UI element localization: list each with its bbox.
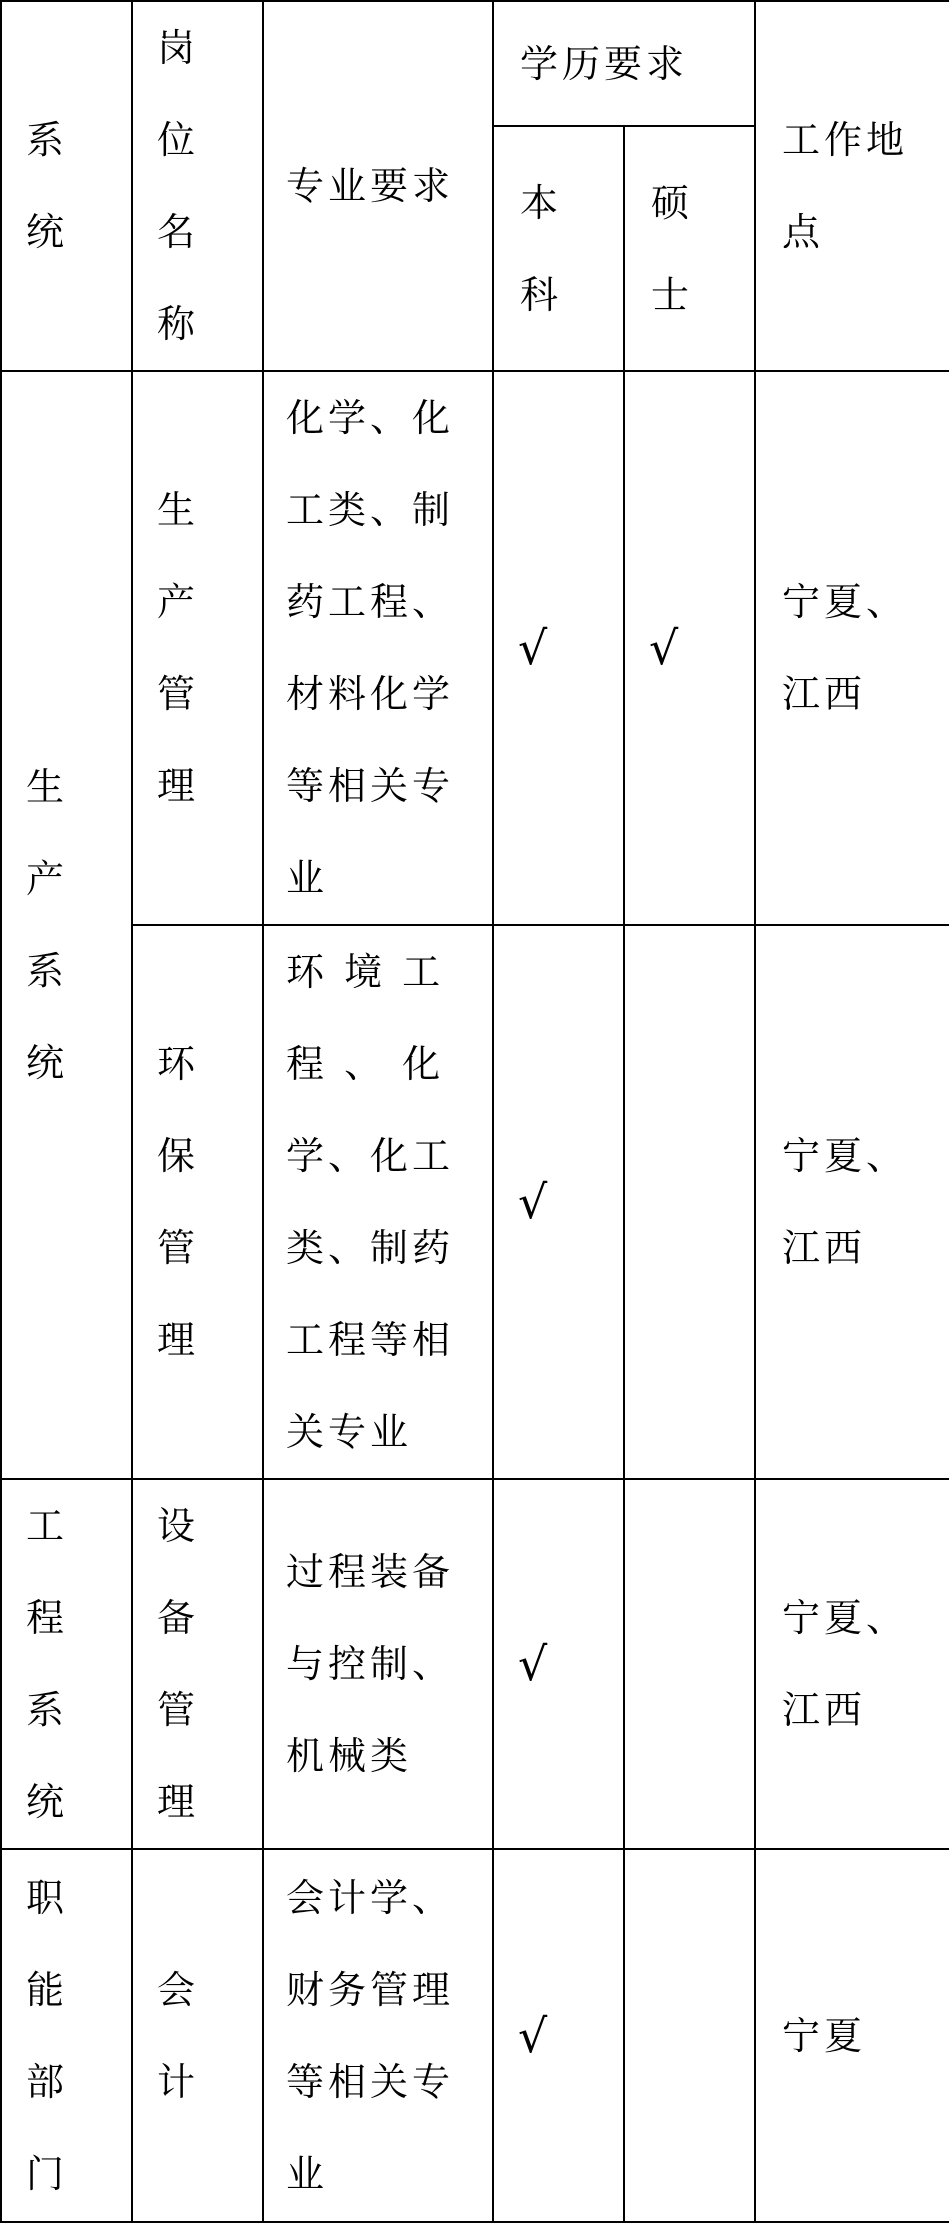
header-row-1: [1, 1, 949, 126]
table-row: [1, 1479, 949, 1849]
major-cell: 化学、化 工类、制 药工程、 材料化学 等相关专 业: [263, 371, 493, 925]
location-cell: 宁夏、 江西: [755, 371, 949, 925]
header-bachelor: 本 科: [493, 126, 624, 371]
system-cell: 生 产 系 统: [1, 371, 132, 1479]
header-system: 系 统: [1, 1, 132, 371]
position-cell: 设 备 管 理: [132, 1479, 263, 1849]
system-cell: 职 能 部 门: [1, 1849, 132, 2222]
master-check: [624, 925, 755, 1479]
location-cell: 宁夏、 江西: [755, 925, 949, 1479]
header-master: 硕 士: [624, 126, 755, 371]
header-major: 专业要求: [263, 1, 493, 371]
master-check: [624, 1479, 755, 1849]
location-cell: 宁夏: [755, 1849, 949, 2222]
system-cell: 工 程 系 统: [1, 1479, 132, 1849]
table-row: [1, 1849, 949, 2222]
position-cell: 会 计: [132, 1849, 263, 2222]
major-cell: 过程装备 与控制、 机械类: [263, 1479, 493, 1849]
header-position: 岗 位 名 称: [132, 1, 263, 371]
bachelor-check: √: [493, 1849, 624, 2222]
table-row: [1, 925, 949, 1479]
master-check: √: [624, 371, 755, 925]
header-education: 学历要求: [493, 1, 755, 126]
major-cell: 环 境 工 程 、 化 学、化工 类、制药 工程等相 关专业: [263, 925, 493, 1479]
bachelor-check: √: [493, 371, 624, 925]
master-check: [624, 1849, 755, 2222]
major-cell: 会计学、 财务管理 等相关专 业: [263, 1849, 493, 2222]
bachelor-check: √: [493, 1479, 624, 1849]
header-location: 工作地 点: [755, 1, 949, 371]
table-row: [1, 371, 949, 925]
position-cell: 生 产 管 理: [132, 371, 263, 925]
bachelor-check: √: [493, 925, 624, 1479]
location-cell: 宁夏、 江西: [755, 1479, 949, 1849]
position-cell: 环 保 管 理: [132, 925, 263, 1479]
